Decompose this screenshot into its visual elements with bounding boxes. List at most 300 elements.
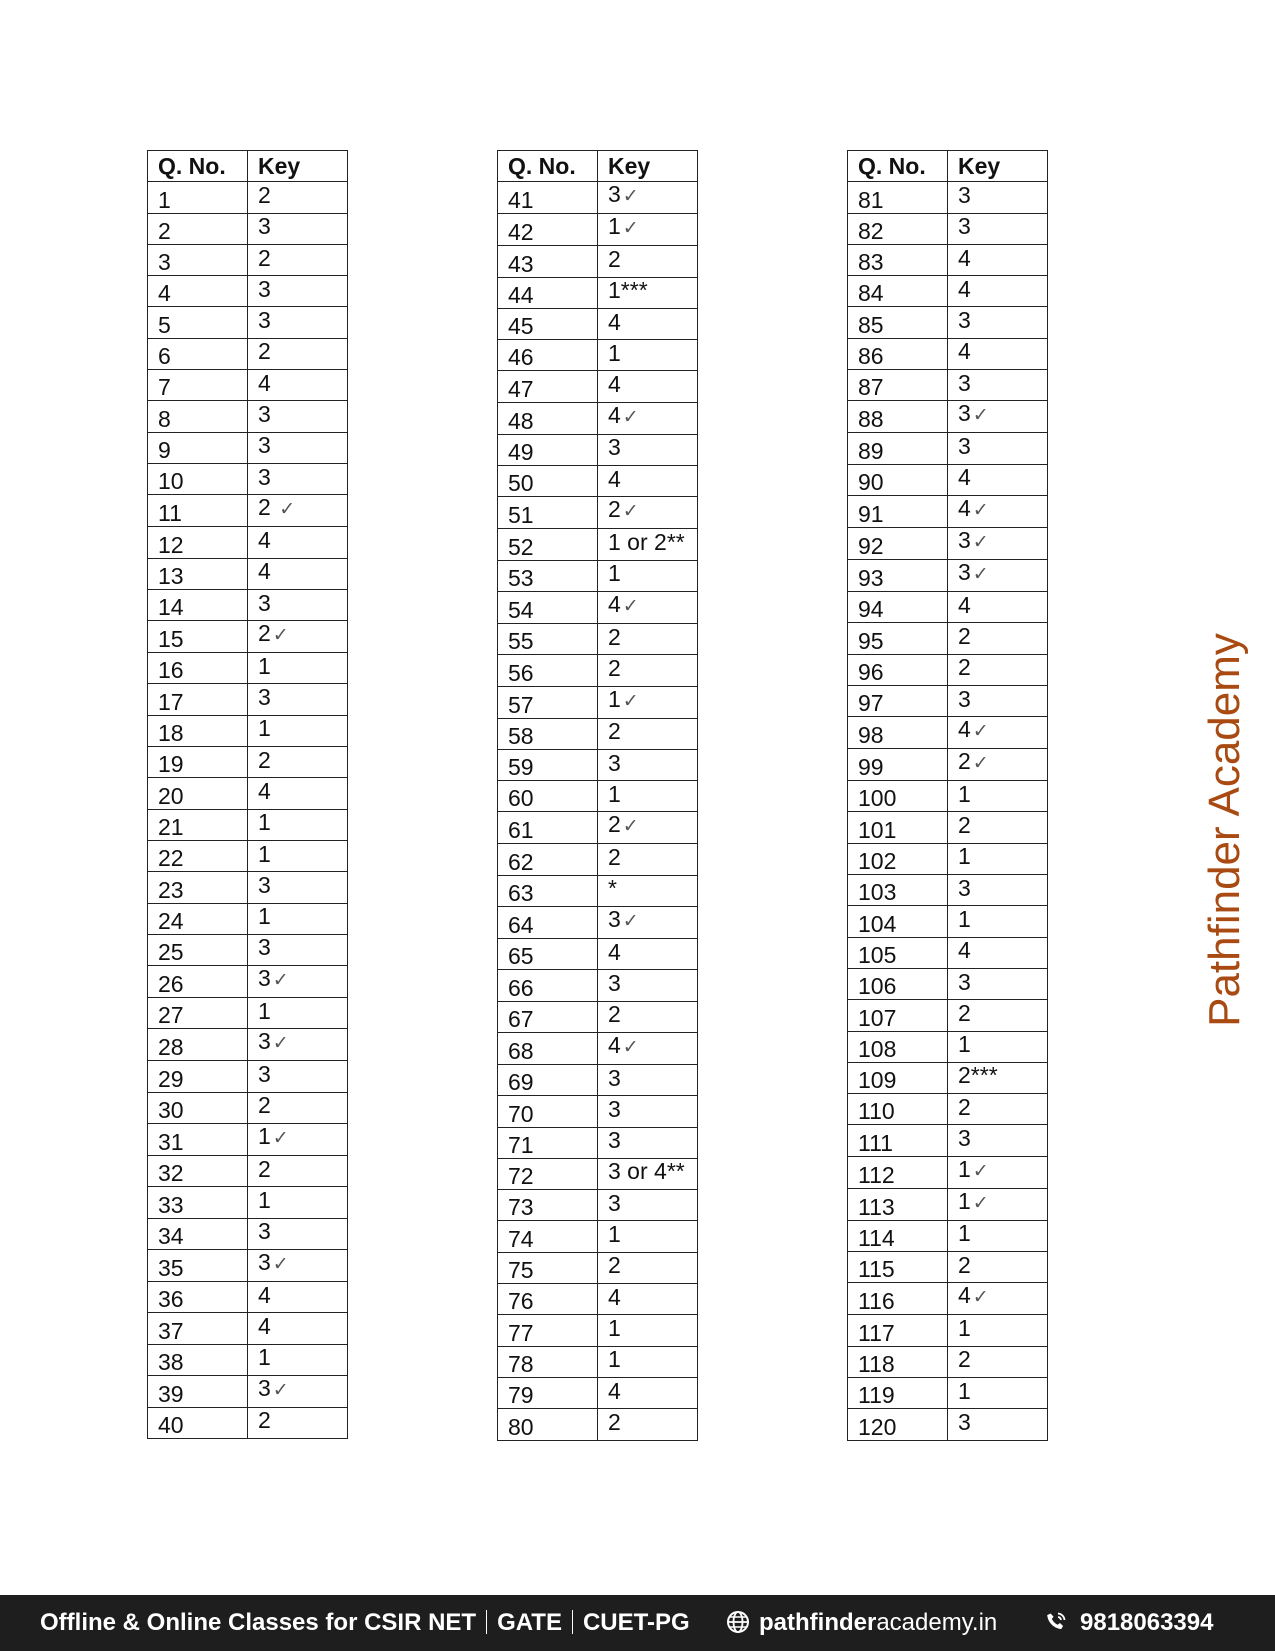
checkmark-icon: ✓ bbox=[272, 970, 289, 992]
question-number-cell: 81 bbox=[848, 182, 948, 213]
answer-key-cell bbox=[248, 872, 348, 903]
table-row bbox=[148, 1281, 348, 1312]
question-number-cell: 105 bbox=[848, 937, 948, 968]
answer-key-value: 1 bbox=[958, 1155, 971, 1182]
answer-key-value: 1 bbox=[958, 1220, 971, 1247]
question-number-cell: 67 bbox=[498, 1001, 598, 1032]
table-row bbox=[848, 781, 1048, 812]
table-row bbox=[848, 338, 1048, 369]
question-number-cell: 113 bbox=[848, 1188, 948, 1220]
answer-key-cell bbox=[948, 464, 1048, 495]
answer-key-value: 3 bbox=[608, 1095, 621, 1122]
table-row bbox=[848, 1346, 1048, 1377]
table-row bbox=[498, 1284, 698, 1315]
answer-key-value: 1*** bbox=[608, 277, 648, 304]
table-row bbox=[498, 340, 698, 371]
answer-key-cell bbox=[598, 591, 698, 623]
question-number-cell: 45 bbox=[498, 308, 598, 339]
answer-key-value: 4 bbox=[608, 1283, 621, 1310]
checkmark-icon: ✓ bbox=[622, 816, 639, 838]
answer-key-cell bbox=[598, 1158, 698, 1189]
question-number-cell: 93 bbox=[848, 559, 948, 591]
table-row bbox=[848, 968, 1048, 999]
table-row bbox=[848, 1252, 1048, 1283]
question-number-cell: 30 bbox=[148, 1092, 248, 1123]
answer-key-table-2 bbox=[497, 150, 698, 1441]
answer-key-cell bbox=[248, 307, 348, 338]
answer-key-cell bbox=[948, 370, 1048, 401]
table-row bbox=[148, 1187, 348, 1218]
question-number-cell: 58 bbox=[498, 718, 598, 749]
answer-key-cell bbox=[598, 402, 698, 434]
table-row bbox=[848, 276, 1048, 307]
answer-key-value: 3 bbox=[958, 181, 971, 208]
answer-key-value: 2 bbox=[608, 811, 621, 838]
question-number-cell: 72 bbox=[498, 1158, 598, 1189]
table-row bbox=[848, 1000, 1048, 1031]
answer-key-value: 2 bbox=[258, 338, 271, 365]
checkmark-icon: ✓ bbox=[972, 753, 989, 775]
table-row bbox=[498, 718, 698, 749]
column-header-qno: Q. No. bbox=[148, 151, 248, 182]
table-body bbox=[148, 182, 348, 1439]
question-number-cell: 42 bbox=[498, 214, 598, 246]
answer-key-value: 3 bbox=[608, 906, 621, 933]
question-number-cell: 14 bbox=[148, 589, 248, 620]
answer-key-cell bbox=[248, 1344, 348, 1375]
table-row bbox=[848, 937, 1048, 968]
answer-key-cell bbox=[948, 1094, 1048, 1125]
answer-key-value: 1 bbox=[608, 560, 621, 587]
answer-key-cell bbox=[948, 1315, 1048, 1346]
answer-key-cell bbox=[948, 244, 1048, 275]
table-row bbox=[498, 1346, 698, 1377]
checkmark-icon: ✓ bbox=[972, 405, 989, 427]
table-row bbox=[148, 934, 348, 965]
answer-key-cell bbox=[948, 1283, 1048, 1315]
table-row bbox=[498, 781, 698, 812]
table-row bbox=[148, 1029, 348, 1061]
table-row bbox=[498, 970, 698, 1001]
table-row bbox=[148, 840, 348, 871]
answer-key-value: 2 bbox=[258, 244, 271, 271]
question-number-cell: 40 bbox=[148, 1407, 248, 1438]
table-row bbox=[498, 686, 698, 718]
answer-key-cell bbox=[598, 623, 698, 654]
answer-key-value: 4 bbox=[608, 371, 621, 398]
answer-key-value: 1 bbox=[258, 903, 271, 930]
answer-key-cell bbox=[948, 527, 1048, 559]
question-number-cell: 52 bbox=[498, 529, 598, 560]
footer-phone[interactable]: 9818063394 bbox=[1080, 1609, 1214, 1636]
table-row bbox=[498, 1032, 698, 1064]
answer-key-value: 3 bbox=[258, 1374, 271, 1401]
answer-key-cell bbox=[598, 277, 698, 308]
table-row bbox=[148, 998, 348, 1029]
question-number-cell: 56 bbox=[498, 655, 598, 686]
answer-key-value: 3 bbox=[958, 558, 971, 585]
answer-key-cell bbox=[948, 1062, 1048, 1093]
table-row bbox=[148, 495, 348, 527]
answer-key-value: 1 bbox=[958, 1314, 971, 1341]
answer-key-cell bbox=[948, 591, 1048, 622]
question-number-cell: 66 bbox=[498, 970, 598, 1001]
table-row bbox=[498, 1409, 698, 1440]
table-row bbox=[498, 844, 698, 875]
table-row bbox=[848, 1188, 1048, 1220]
checkmark-icon: ✓ bbox=[622, 595, 639, 617]
answer-key-cell bbox=[248, 1249, 348, 1281]
question-number-cell: 19 bbox=[148, 747, 248, 778]
table-row bbox=[498, 1315, 698, 1346]
answer-key-value: 2 bbox=[608, 496, 621, 523]
question-number-cell: 43 bbox=[498, 246, 598, 277]
answer-key-table-1 bbox=[147, 150, 348, 1439]
question-number-cell: 119 bbox=[848, 1377, 948, 1408]
answer-key-value: 3 bbox=[258, 275, 271, 302]
answer-key-value: 3 bbox=[958, 369, 971, 396]
question-number-cell: 114 bbox=[848, 1220, 948, 1251]
question-number-cell: 4 bbox=[148, 276, 248, 307]
table-row bbox=[848, 433, 1048, 464]
table-row bbox=[498, 1221, 698, 1252]
answer-key-value: 4 bbox=[608, 308, 621, 335]
table-row bbox=[498, 749, 698, 780]
answer-key-value: 4 bbox=[958, 1282, 971, 1309]
question-number-cell: 89 bbox=[848, 433, 948, 464]
question-number-cell: 79 bbox=[498, 1377, 598, 1408]
table-row bbox=[148, 1124, 348, 1156]
question-number-cell: 59 bbox=[498, 749, 598, 780]
question-number-cell: 107 bbox=[848, 1000, 948, 1031]
question-number-cell: 54 bbox=[498, 591, 598, 623]
answer-key-value: 3 bbox=[258, 871, 271, 898]
question-number-cell: 84 bbox=[848, 276, 948, 307]
answer-key-cell bbox=[948, 307, 1048, 338]
table-header-row bbox=[498, 151, 698, 182]
table-row bbox=[148, 1344, 348, 1375]
question-number-cell: 53 bbox=[498, 560, 598, 591]
question-number-cell: 31 bbox=[148, 1124, 248, 1156]
answer-key-cell bbox=[248, 401, 348, 432]
footer-classes bbox=[40, 1609, 690, 1637]
answer-key-cell bbox=[598, 1127, 698, 1158]
question-number-cell: 33 bbox=[148, 1187, 248, 1218]
answer-key-cell bbox=[948, 968, 1048, 999]
answer-key-value: 3 bbox=[958, 968, 971, 995]
answer-key-cell bbox=[948, 433, 1048, 464]
question-number-cell: 97 bbox=[848, 685, 948, 716]
answer-key-value: 2 bbox=[608, 1001, 621, 1028]
answer-key-cell bbox=[248, 998, 348, 1029]
answer-key-value: 3 bbox=[258, 684, 271, 711]
brand-watermark-text: Pathfinder Academy bbox=[1200, 633, 1249, 1027]
question-number-cell: 90 bbox=[848, 464, 948, 495]
footer-website[interactable] bbox=[727, 1609, 997, 1637]
question-number-cell: 12 bbox=[148, 527, 248, 558]
question-number-cell: 80 bbox=[498, 1409, 598, 1440]
table-row bbox=[148, 527, 348, 558]
answer-key-value: 2 bbox=[258, 494, 278, 521]
answer-key-cell bbox=[598, 1284, 698, 1315]
answer-key-value: 1 bbox=[608, 1346, 621, 1373]
table-row bbox=[498, 182, 698, 214]
answer-key-cell bbox=[598, 1315, 698, 1346]
footer-divider bbox=[486, 1610, 487, 1634]
table-row bbox=[848, 182, 1048, 213]
question-number-cell: 55 bbox=[498, 623, 598, 654]
table-row bbox=[848, 307, 1048, 338]
answer-key-cell bbox=[948, 1031, 1048, 1062]
answer-key-cell bbox=[248, 182, 348, 213]
checkmark-icon: ✓ bbox=[279, 499, 296, 521]
question-number-cell: 6 bbox=[148, 338, 248, 369]
table-row bbox=[148, 903, 348, 934]
table-row bbox=[498, 1158, 698, 1189]
question-number-cell: 35 bbox=[148, 1249, 248, 1281]
question-number-cell: 44 bbox=[498, 277, 598, 308]
table-row bbox=[848, 464, 1048, 495]
checkmark-icon: ✓ bbox=[272, 1128, 289, 1150]
table-row bbox=[148, 463, 348, 494]
answer-key-cell bbox=[948, 1156, 1048, 1188]
table-row bbox=[148, 338, 348, 369]
table-row bbox=[498, 623, 698, 654]
answer-key-value: 1 bbox=[258, 1186, 271, 1213]
answer-key-cell bbox=[248, 1156, 348, 1187]
answer-key-value: 1 bbox=[608, 1221, 621, 1248]
answer-key-cell bbox=[598, 1377, 698, 1408]
answer-key-value: 1 bbox=[258, 809, 271, 836]
question-number-cell: 118 bbox=[848, 1346, 948, 1377]
answer-key-cell bbox=[248, 338, 348, 369]
question-number-cell: 3 bbox=[148, 244, 248, 275]
answer-key-value: 4 bbox=[608, 938, 621, 965]
answer-key-value: 1 bbox=[608, 780, 621, 807]
answer-key-value: 2 bbox=[958, 999, 971, 1026]
table-row bbox=[148, 589, 348, 620]
question-number-cell: 27 bbox=[148, 998, 248, 1029]
table-header-row bbox=[848, 151, 1048, 182]
answer-key-value: 2 bbox=[958, 812, 971, 839]
answer-key-value: 2 bbox=[608, 1252, 621, 1279]
table-row bbox=[848, 1031, 1048, 1062]
footer-classes-cuet: CUET-PG bbox=[582, 1609, 690, 1636]
answer-key-value: 3 bbox=[258, 432, 271, 459]
answer-key-value: 4 bbox=[608, 401, 621, 428]
answer-key-cell bbox=[598, 655, 698, 686]
table-row bbox=[148, 747, 348, 778]
answer-key-value: 3 bbox=[608, 749, 621, 776]
table-row bbox=[498, 214, 698, 246]
question-number-cell: 83 bbox=[848, 244, 948, 275]
answer-key-value: 2*** bbox=[958, 1062, 998, 1089]
answer-key-value: 3 bbox=[958, 433, 971, 460]
question-number-cell: 111 bbox=[848, 1125, 948, 1156]
answer-key-cell bbox=[248, 1375, 348, 1407]
table-row bbox=[848, 213, 1048, 244]
table-row bbox=[498, 907, 698, 939]
table-row bbox=[148, 1218, 348, 1249]
question-number-cell: 78 bbox=[498, 1346, 598, 1377]
answer-key-cell bbox=[598, 214, 698, 246]
question-number-cell: 120 bbox=[848, 1409, 948, 1440]
answer-key-cell bbox=[598, 812, 698, 844]
question-number-cell: 22 bbox=[148, 840, 248, 871]
question-number-cell: 36 bbox=[148, 1281, 248, 1312]
answer-key-value: 4 bbox=[258, 1281, 271, 1308]
table-row bbox=[848, 527, 1048, 559]
answer-key-value: 2 bbox=[958, 654, 971, 681]
answer-key-cell bbox=[948, 1125, 1048, 1156]
table-row bbox=[148, 872, 348, 903]
answer-key-value: 3 bbox=[958, 874, 971, 901]
table-row bbox=[498, 939, 698, 970]
answer-key-value: 3 bbox=[258, 1028, 271, 1055]
answer-key-cell bbox=[948, 781, 1048, 812]
table-row bbox=[498, 1377, 698, 1408]
answer-key-value: 3 bbox=[608, 969, 621, 996]
question-number-cell: 16 bbox=[148, 653, 248, 684]
table-row bbox=[148, 1407, 348, 1438]
table-row bbox=[498, 1190, 698, 1221]
question-number-cell: 74 bbox=[498, 1221, 598, 1252]
question-number-cell: 68 bbox=[498, 1032, 598, 1064]
column-header-qno: Q. No. bbox=[498, 151, 598, 182]
answer-key-table-3 bbox=[847, 150, 1048, 1441]
answer-key-cell bbox=[598, 466, 698, 497]
answer-key-cell bbox=[248, 1187, 348, 1218]
answer-key-value: 1 bbox=[958, 1031, 971, 1058]
answer-key-cell bbox=[948, 937, 1048, 968]
answer-key-value: 4 bbox=[958, 338, 971, 365]
question-number-cell: 92 bbox=[848, 527, 948, 559]
table-body bbox=[848, 182, 1048, 1440]
checkmark-icon: ✓ bbox=[622, 1036, 639, 1058]
answer-key-value: 3 bbox=[258, 401, 271, 428]
answer-key-value: 4 bbox=[258, 777, 271, 804]
answer-key-value: 3 bbox=[258, 213, 271, 240]
checkmark-icon: ✓ bbox=[972, 1192, 989, 1214]
answer-key-cell bbox=[598, 340, 698, 371]
answer-key-value: 4 bbox=[958, 244, 971, 271]
checkmark-icon: ✓ bbox=[272, 1033, 289, 1055]
answer-key-value: 2 bbox=[258, 181, 271, 208]
answer-key-cell bbox=[248, 244, 348, 275]
answer-key-cell bbox=[598, 718, 698, 749]
question-number-cell: 103 bbox=[848, 875, 948, 906]
answer-key-cell bbox=[948, 1377, 1048, 1408]
answer-key-value: 1 bbox=[958, 780, 971, 807]
footer-bar bbox=[0, 1595, 1275, 1651]
answer-key-cell bbox=[248, 934, 348, 965]
answer-key-cell bbox=[948, 843, 1048, 874]
answer-key-cell bbox=[598, 749, 698, 780]
table-row bbox=[148, 1156, 348, 1187]
table-row bbox=[148, 1313, 348, 1344]
answer-key-cell bbox=[248, 1281, 348, 1312]
question-number-cell: 100 bbox=[848, 781, 948, 812]
table-row bbox=[148, 1375, 348, 1407]
table-row bbox=[148, 558, 348, 589]
answer-key-value: 2 bbox=[958, 622, 971, 649]
answer-key-cell bbox=[948, 338, 1048, 369]
answer-key-value: 3 bbox=[958, 307, 971, 334]
answer-key-value: 4 bbox=[958, 937, 971, 964]
answer-key-value: 3 bbox=[608, 1189, 621, 1216]
question-number-cell: 24 bbox=[148, 903, 248, 934]
checkmark-icon: ✓ bbox=[622, 690, 639, 712]
answer-key-cell bbox=[598, 1001, 698, 1032]
table-row bbox=[498, 371, 698, 402]
answer-key-cell bbox=[948, 276, 1048, 307]
answer-key-cell bbox=[598, 1252, 698, 1283]
question-number-cell: 9 bbox=[148, 432, 248, 463]
answer-key-cell bbox=[948, 213, 1048, 244]
table-row bbox=[848, 843, 1048, 874]
table-row bbox=[498, 277, 698, 308]
table-row bbox=[498, 497, 698, 529]
table-row bbox=[498, 246, 698, 277]
table-row bbox=[498, 466, 698, 497]
answer-key-value: 3 bbox=[258, 965, 271, 992]
question-number-cell: 87 bbox=[848, 370, 948, 401]
question-number-cell: 15 bbox=[148, 621, 248, 653]
table-row bbox=[148, 244, 348, 275]
question-number-cell: 23 bbox=[148, 872, 248, 903]
answer-key-value: 1 bbox=[608, 1314, 621, 1341]
table-row bbox=[148, 370, 348, 401]
table-row bbox=[148, 276, 348, 307]
answer-key-value: 1 bbox=[258, 652, 271, 679]
answer-key-value: 1 bbox=[958, 843, 971, 870]
footer-classes-gate: GATE bbox=[497, 1609, 562, 1636]
table-row bbox=[848, 1409, 1048, 1440]
question-number-cell: 26 bbox=[148, 966, 248, 998]
checkmark-icon: ✓ bbox=[622, 911, 639, 933]
answer-key-cell bbox=[598, 497, 698, 529]
question-number-cell: 46 bbox=[498, 340, 598, 371]
question-number-cell: 8 bbox=[148, 401, 248, 432]
table-row bbox=[498, 1064, 698, 1095]
table-row bbox=[848, 559, 1048, 591]
answer-key-value: 3 bbox=[258, 307, 271, 334]
question-number-cell: 94 bbox=[848, 591, 948, 622]
column-header-key: Key bbox=[598, 151, 698, 182]
table-body bbox=[498, 182, 698, 1440]
question-number-cell: 10 bbox=[148, 463, 248, 494]
checkmark-icon: ✓ bbox=[972, 531, 989, 553]
answer-key-cell bbox=[948, 401, 1048, 433]
answer-key-value: 3 bbox=[608, 434, 621, 461]
answer-key-cell bbox=[948, 654, 1048, 685]
question-number-cell: 17 bbox=[148, 684, 248, 715]
answer-key-cell bbox=[248, 715, 348, 746]
question-number-cell: 7 bbox=[148, 370, 248, 401]
answer-key-cell bbox=[948, 812, 1048, 843]
footer-classes-csir: Offline & Online Classes for CSIR NET bbox=[40, 1609, 477, 1636]
checkmark-icon: ✓ bbox=[622, 218, 639, 240]
answer-key-value: 3 bbox=[958, 685, 971, 712]
question-number-cell: 48 bbox=[498, 402, 598, 434]
answer-key-cell bbox=[948, 906, 1048, 937]
answer-key-cell bbox=[948, 875, 1048, 906]
answer-key-cell bbox=[948, 182, 1048, 213]
answer-key-value: 3 bbox=[608, 1127, 621, 1154]
footer-divider bbox=[572, 1610, 573, 1634]
question-number-cell: 106 bbox=[848, 968, 948, 999]
answer-key-cell bbox=[598, 907, 698, 939]
